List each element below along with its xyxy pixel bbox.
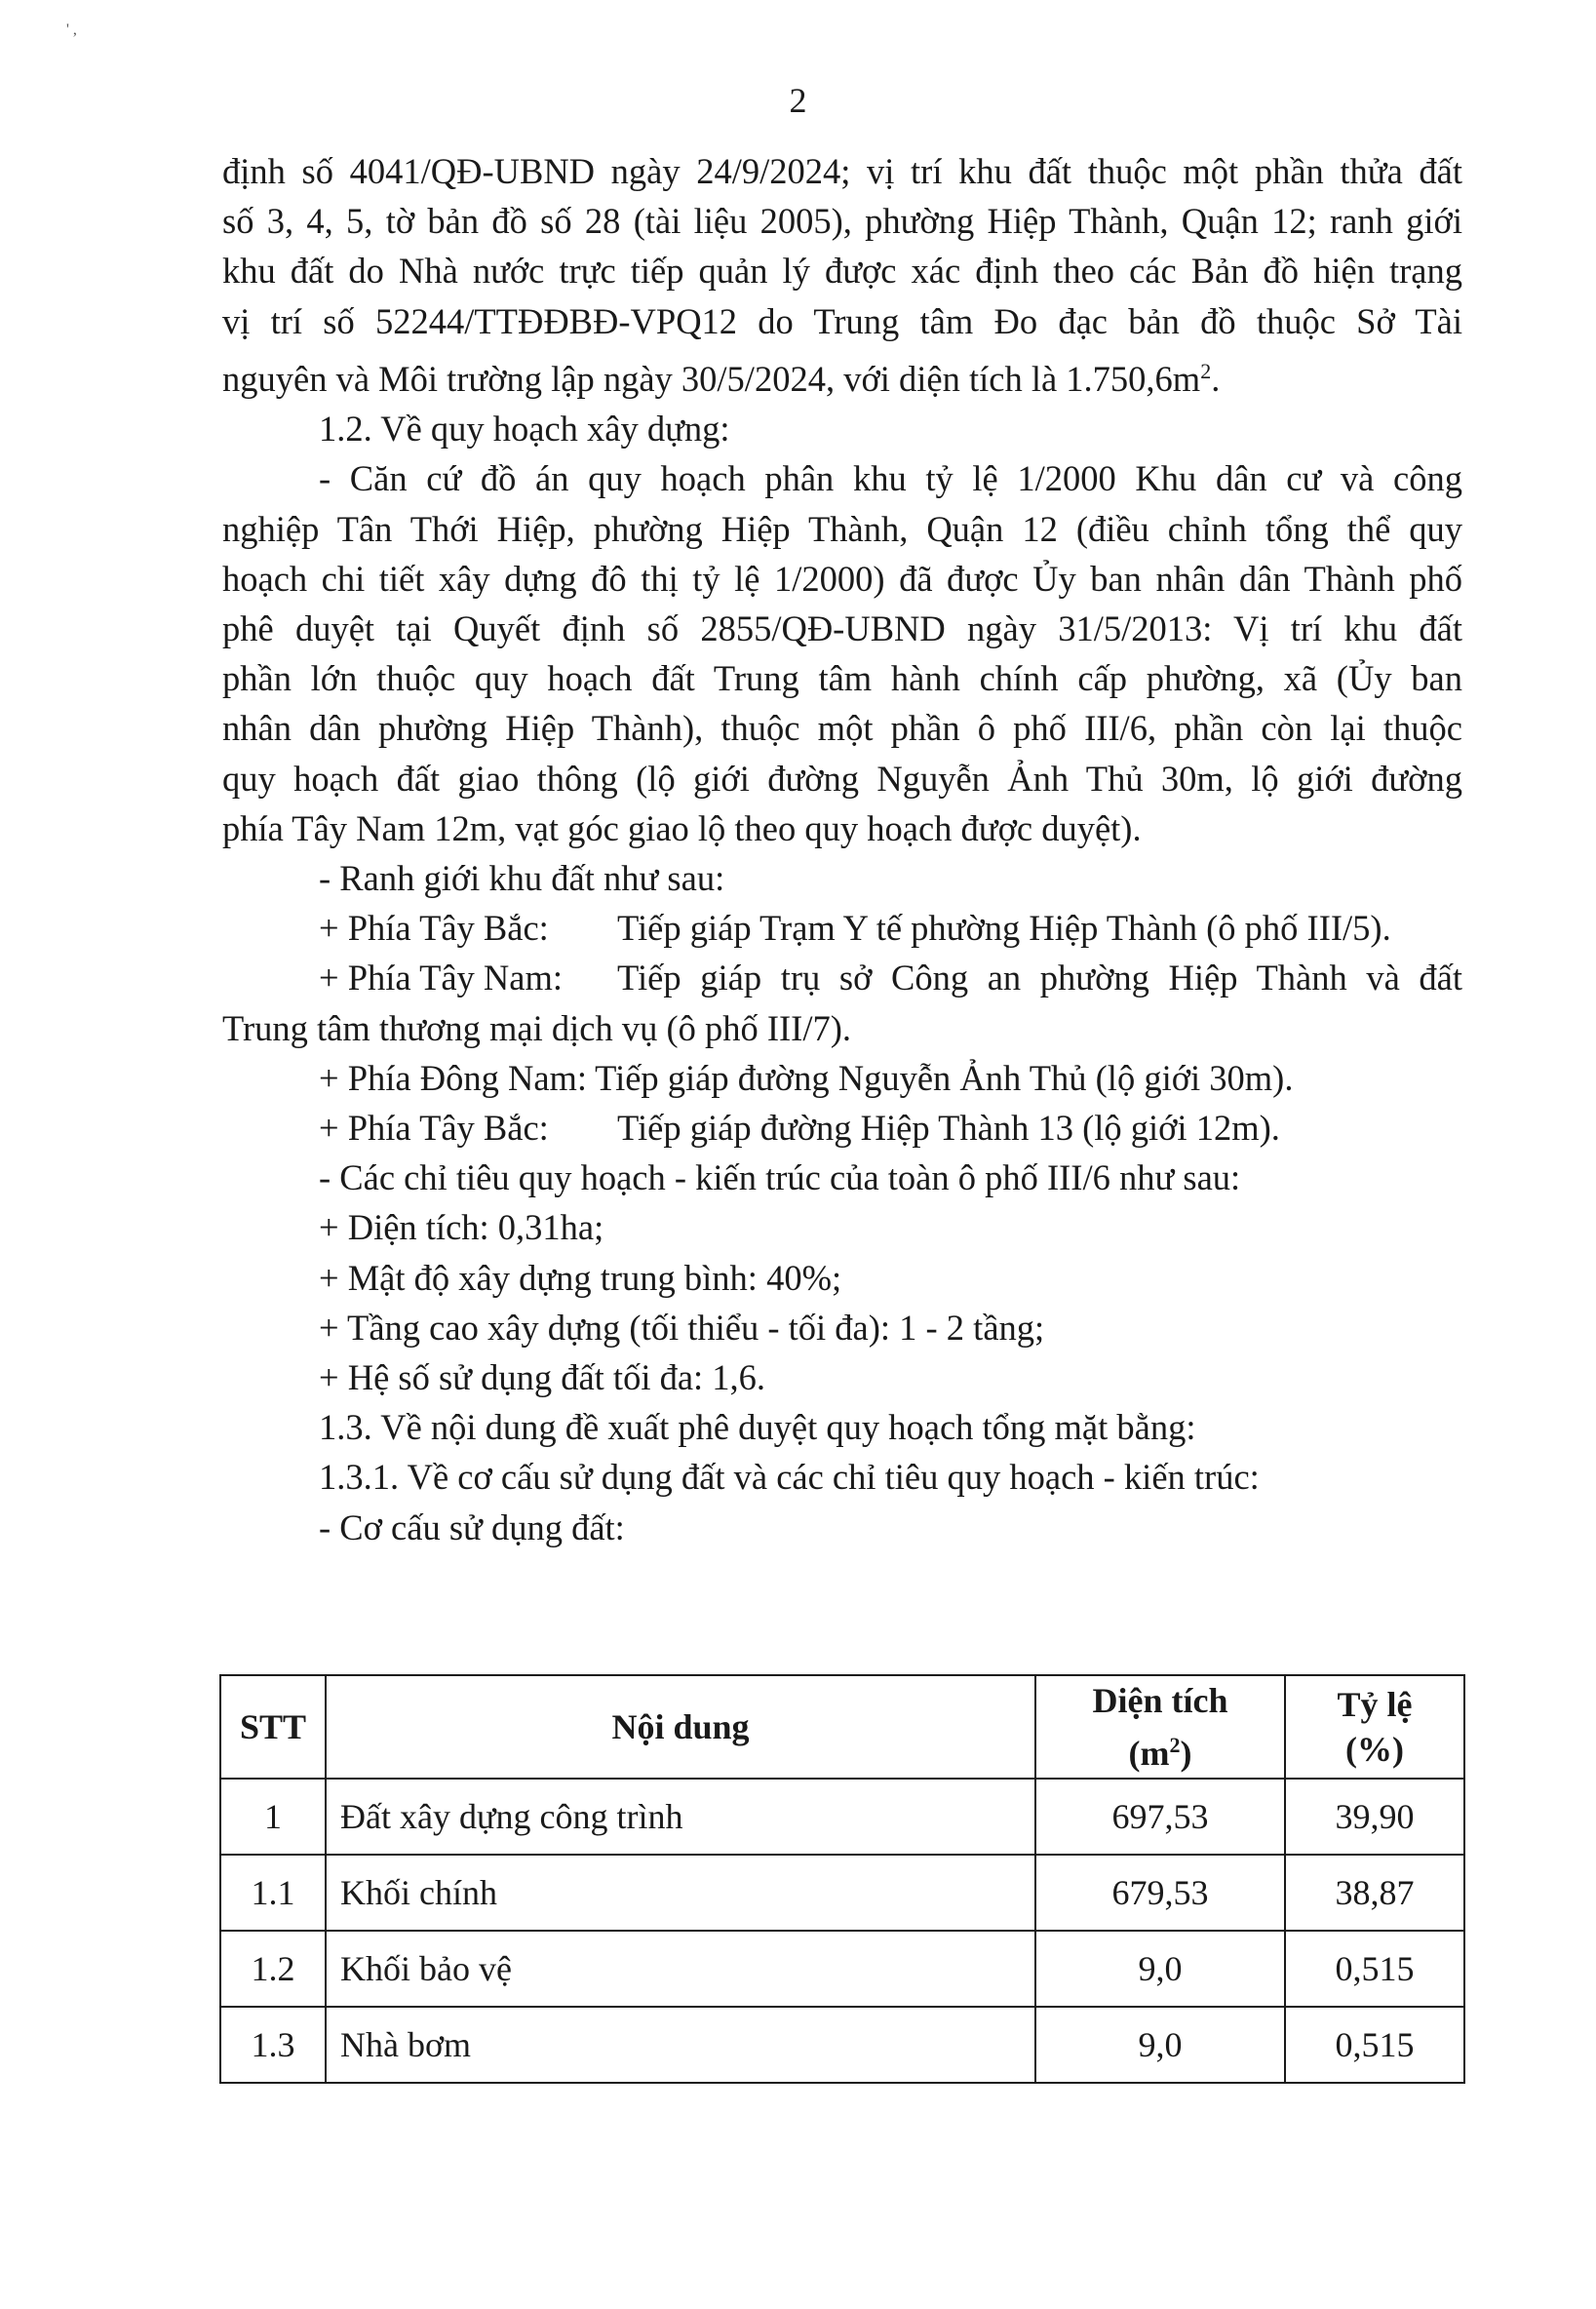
cell-ratio: 38,87 <box>1285 1855 1464 1931</box>
cell-area: 9,0 <box>1035 2007 1285 2083</box>
cell-area: 697,53 <box>1035 1779 1285 1855</box>
superscript: 2 <box>1169 1733 1181 1757</box>
boundary-text: Tiếp giáp trụ sở Công an phường Hiệp Thành và đất <box>617 958 1462 998</box>
boundary-text-cont: Trung tâm thương mại dịch vụ (ô phố III/7). <box>222 1007 851 1048</box>
boundary-northwest-2 <box>222 1103 1462 1153</box>
paragraph-line: nhân dân phường Hiệp Thành), thuộc một phần ô phố III/6, phần còn lại thuộc <box>222 708 1462 749</box>
cell-stt: 1.2 <box>220 1931 326 2007</box>
boundary-label: + Phía Tây Bắc: <box>319 908 549 949</box>
header-content: Nội dung <box>326 1675 1035 1779</box>
cell-area: 9,0 <box>1035 1931 1285 2007</box>
boundary-text: Tiếp giáp đường Hiệp Thành 13 (lộ giới 12m). <box>617 1108 1280 1149</box>
cell-area: 679,53 <box>1035 1855 1285 1931</box>
superscript: 2 <box>1200 358 1212 383</box>
table-header-row <box>220 1675 1464 1779</box>
document-body <box>222 146 1462 1552</box>
paragraph-line: nguyên và Môi trường lập ngày 30/5/2024, với diện tích là $1.750,6m^2$. <box>222 358 1221 399</box>
cell-ratio: 0,515 <box>1285 1931 1464 2007</box>
boundary-northwest <box>222 903 1462 953</box>
cell-stt: 1 <box>220 1779 326 1855</box>
header-ratio: Tỷ lệ (%) <box>1285 1675 1464 1779</box>
section-heading-1-2: 1.2. Về quy hoạch xây dựng: <box>319 409 730 450</box>
land-use-table <box>219 1674 1465 2084</box>
page-number: 2 <box>789 81 807 120</box>
table-row <box>220 1855 1464 1931</box>
paragraph-line: phê duyệt tại Quyết định số 2855/QĐ-UBND ngày 31/5/2013: Vị trí khu đất <box>222 607 1462 648</box>
paragraph-line: khu đất do Nhà nước trực tiếp quản lý được xác định theo các Bản đồ hiện trạng <box>222 251 1462 292</box>
indicators-intro: - Các chỉ tiêu quy hoạch - kiến trúc của toàn ô phố III/6 như sau: <box>319 1157 1241 1198</box>
section-heading-1-3-1: 1.3.1. Về cơ cấu sử dụng đất và các chỉ tiêu quy hoạch - kiến trúc: <box>319 1457 1260 1498</box>
paragraph-line: định số 4041/QĐ-UBND ngày 24/9/2024; vị trí khu đất thuộc một phần thửa đất <box>222 151 1462 191</box>
cell-content: Nhà bơm <box>326 2007 1035 2083</box>
paragraph-line: vị trí số 52244/TTĐĐBĐ-VPQ12 do Trung tâm Đo đạc bản đồ thuộc Sở Tài <box>222 300 1462 341</box>
indicator-density: + Mật độ xây dựng trung bình: 40%; <box>319 1257 842 1298</box>
table-row <box>220 1779 1464 1855</box>
structure-intro: - Cơ cấu sử dụng đất: <box>319 1507 625 1547</box>
boundary-intro: - Ranh giới khu đất như sau: <box>319 858 725 898</box>
boundary-label: + Phía Tây Nam: <box>319 958 564 998</box>
header-area: Diện tích $(m^2)$ <box>1035 1675 1285 1779</box>
cell-ratio: 39,90 <box>1285 1779 1464 1855</box>
boundary-label: + Phía Tây Bắc: <box>319 1108 549 1149</box>
table-row <box>220 1931 1464 2007</box>
indicator-area: + Diện tích: 0,31ha; <box>319 1207 604 1248</box>
cell-ratio: 0,515 <box>1285 2007 1464 2083</box>
paragraph-line: phần lớn thuộc quy hoạch đất Trung tâm hành chính cấp phường, xã (Ủy ban <box>222 658 1462 699</box>
cell-content: Đất xây dựng công trình <box>326 1779 1035 1855</box>
header-stt: STT <box>220 1675 326 1779</box>
indicator-far: + Hệ số sử dụng đất tối đa: 1,6. <box>319 1357 766 1398</box>
table-row <box>220 2007 1464 2083</box>
paragraph-line: - Căn cứ đồ án quy hoạch phân khu tỷ lệ 1/2000 Khu dân cư và công <box>319 458 1462 499</box>
cell-content: Khối chính <box>326 1855 1035 1931</box>
section-heading-1-3: 1.3. Về nội dung đề xuất phê duyệt quy hoạch tổng mặt bằng: <box>319 1407 1196 1448</box>
boundary-text: Tiếp giáp Trạm Y tế phường Hiệp Thành (ô phố III/5). <box>617 908 1391 949</box>
boundary-southwest <box>222 953 1462 1002</box>
paragraph-line: quy hoạch đất giao thông (lộ giới đường Nguyễn Ảnh Thủ 30m, lộ giới đường <box>222 758 1462 799</box>
cell-stt: 1.3 <box>220 2007 326 2083</box>
boundary-southeast <box>222 1053 1462 1103</box>
paragraph-line: phía Tây Nam 12m, vạt góc giao lộ theo quy hoạch được duyệt). <box>222 807 1142 848</box>
cell-content: Khối bảo vệ <box>326 1931 1035 2007</box>
paragraph-line: hoạch chi tiết xây dựng đô thị tỷ lệ 1/2000) đã được Ủy ban nhân dân Thành phố <box>222 558 1462 599</box>
paragraph-line: số 3, 4, 5, tờ bản đồ số 28 (tài liệu 2005), phường Hiệp Thành, Quận 12; ranh giới <box>222 201 1462 242</box>
boundary-label: + Phía Đông Nam: <box>319 1057 588 1098</box>
boundary-text: Tiếp giáp đường Nguyễn Ảnh Thủ (lộ giới 30m). <box>595 1057 1294 1098</box>
indicator-floors: + Tầng cao xây dựng (tối thiểu - tối đa): 1 - 2 tầng; <box>319 1307 1045 1348</box>
paragraph-line: nghiệp Tân Thới Hiệp, phường Hiệp Thành, Quận 12 (điều chỉnh tổng thể quy <box>222 508 1462 549</box>
cell-stt: 1.1 <box>220 1855 326 1931</box>
scan-marks: ' , <box>66 21 77 38</box>
